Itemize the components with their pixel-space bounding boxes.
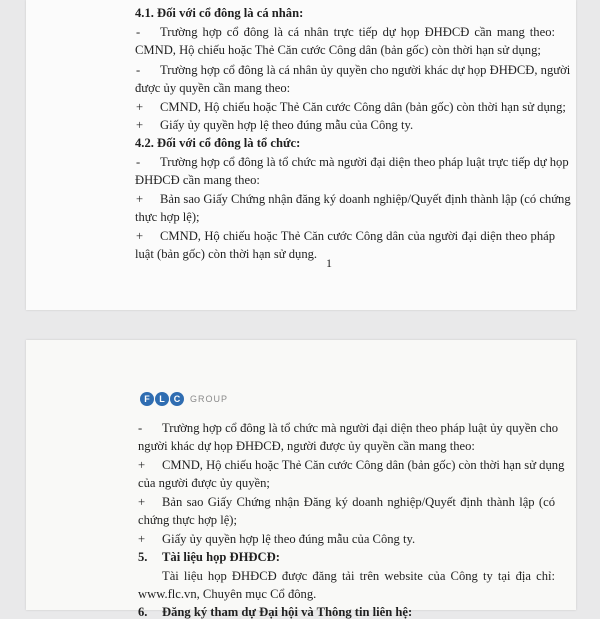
logo-letter: L [155, 392, 169, 406]
paragraph-line: Trường hợp cổ đông là tổ chức mà người đại diện theo pháp luật trực tiếp dự họp [160, 155, 569, 169]
paragraph-line: người khác dự họp ĐHĐCĐ, người được ủy quyền cần mang theo: [138, 439, 475, 453]
paragraph-line: CMND, Hộ chiếu hoặc Thẻ Căn cước Công dân (bản gốc) còn thời hạn sử dụng; [135, 43, 541, 57]
dash-marker: - [136, 63, 141, 77]
plus-marker: + [138, 458, 146, 472]
bullet-line: CMND, Hộ chiếu hoặc Thẻ Căn cước Công dân (bản gốc) còn thời hạn sử dụng [162, 458, 565, 472]
bullet-line: của người được ủy quyền; [138, 476, 270, 490]
bullet-line: Giấy ủy quyền hợp lệ theo đúng mẫu của Công ty. [162, 532, 416, 546]
plus-marker: + [136, 229, 144, 243]
section-heading-6: Đăng ký tham dự Đại hội và Thông tin liên hệ: [162, 605, 413, 619]
bullet-line: Giấy ủy quyền hợp lệ theo đúng mẫu của Công ty. [160, 118, 414, 132]
dash-marker: - [136, 25, 141, 39]
document-page-1 [26, 0, 576, 310]
document-page-2 [26, 340, 576, 619]
dash-marker: - [136, 155, 141, 169]
bullet-line: chứng thực hợp lệ); [138, 513, 237, 527]
page-number: 1 [326, 256, 332, 270]
bullet-line: Bản sao Giấy Chứng nhận đăng ký doanh nghiệp/Quyết định thành lập (có chứng [160, 192, 571, 206]
section-heading-4-2: 4.2. Đối với cổ đông là tổ chức: [135, 136, 301, 150]
plus-marker: + [136, 192, 144, 206]
plus-marker: + [136, 118, 144, 132]
paragraph-line: Trường hợp cổ đông là cá nhân trực tiếp dự họp ĐHĐCĐ cần mang theo: [160, 25, 555, 39]
bullet-line: CMND, Hộ chiếu hoặc Thẻ Căn cước Công dân của người đại diện theo pháp [160, 229, 555, 243]
section-heading-5: Tài liệu họp ĐHĐCĐ: [162, 550, 280, 564]
plus-marker: + [138, 495, 146, 509]
logo-text: GROUP [190, 394, 229, 404]
paragraph-line: Trường hợp cổ đông là cá nhân ủy quyền cho người khác dự họp ĐHĐCĐ, người [160, 63, 571, 77]
section-number-5: 5. [138, 550, 148, 564]
paragraph-line: được ủy quyền cần mang theo: [135, 81, 291, 95]
paragraph-line: ĐHĐCĐ cần mang theo: [135, 173, 260, 187]
bullet-line: luật (bản gốc) còn thời hạn sử dụng. [135, 247, 318, 261]
bullet-line: thực hợp lệ); [135, 210, 200, 224]
logo-letter: C [170, 392, 184, 406]
plus-marker: + [138, 532, 146, 546]
paragraph-line: Tài liệu họp ĐHĐCĐ được đăng tải trên website của Công ty tại địa chỉ: [162, 569, 555, 583]
website-line: www.flc.vn, Chuyên mục Cổ đông. [138, 587, 317, 601]
logo-letter: F [140, 392, 154, 406]
dash-marker: - [138, 421, 143, 435]
section-heading-4-1: 4.1. Đối với cổ đông là cá nhân: [135, 6, 304, 20]
flc-group-logo [140, 391, 228, 407]
bullet-line: Bản sao Giấy Chứng nhận Đăng ký doanh nghiệp/Quyết định thành lập (có [162, 495, 555, 509]
paragraph-line: Trường hợp cổ đông là tổ chức mà người đại diện theo pháp luật ủy quyền cho [162, 421, 559, 435]
section-number-6: 6. [138, 605, 148, 619]
plus-marker: + [136, 100, 144, 114]
bullet-line: CMND, Hộ chiếu hoặc Thẻ Căn cước Công dân (bản gốc) còn thời hạn sử dụng; [160, 100, 566, 114]
